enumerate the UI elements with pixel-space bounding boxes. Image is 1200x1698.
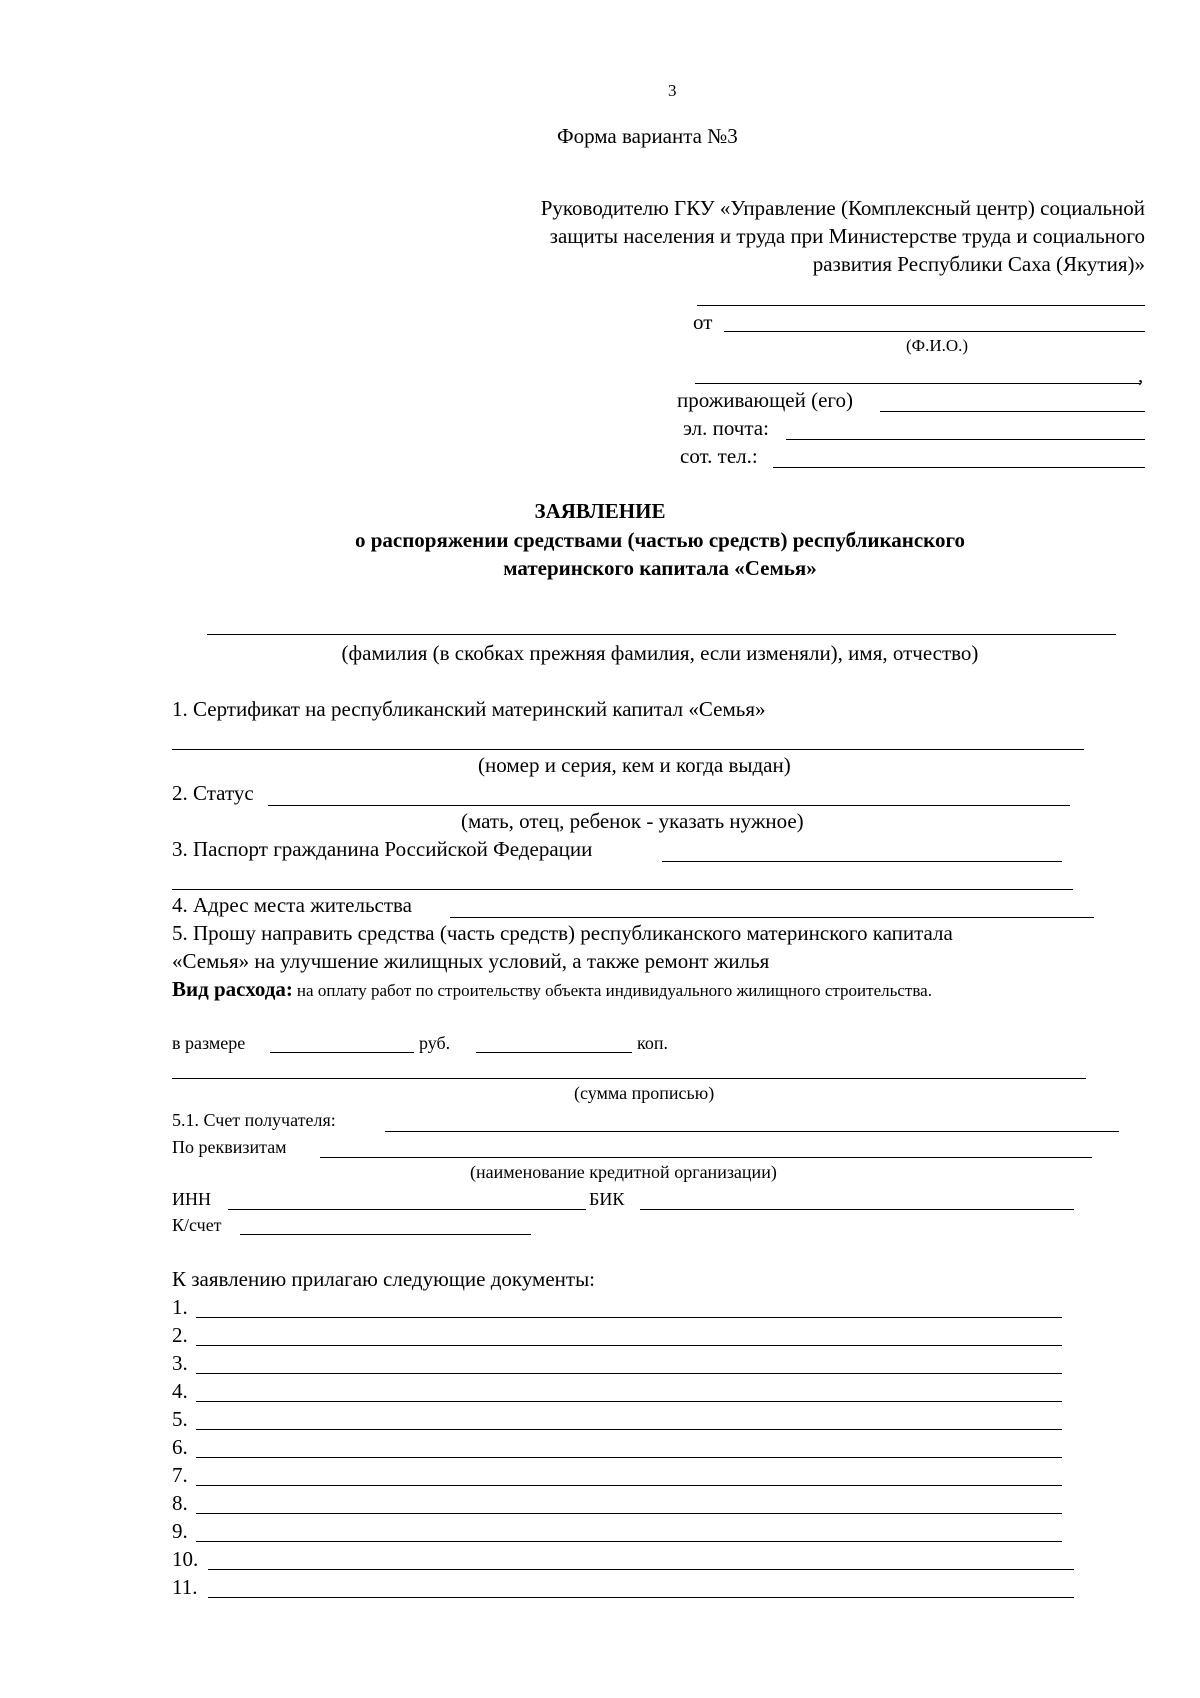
attachment-field[interactable] [208,1597,1074,1598]
inn-field[interactable] [228,1209,586,1210]
attachment-number: 10. [172,1547,199,1571]
bank-name-field[interactable] [320,1157,1092,1158]
expense-label: Вид расхода: [172,977,293,1001]
amount-rub-field[interactable] [270,1052,414,1053]
attachment-number: 1. [172,1295,188,1319]
amount-words-field[interactable] [172,1078,1086,1079]
document-subtitle-2: материнского капитала «Семья» [503,556,817,580]
address-field[interactable] [450,917,1094,918]
expense-text: на оплату работ по строительству объекта индивидуального жилищного строительства. [296,981,932,1000]
attachment-field[interactable] [196,1373,1062,1374]
attachment-number: 3. [172,1351,188,1375]
inn-label: ИНН [172,1189,211,1209]
requisites-label: По реквизитам [172,1137,287,1157]
phone-label: сот. тел.: [680,444,758,468]
attachment-number: 4. [172,1379,188,1403]
full-name-field[interactable] [207,634,1116,635]
status-field[interactable] [268,805,1070,806]
expense-row [172,979,932,1000]
attachment-number: 9. [172,1519,188,1543]
attachment-field[interactable] [196,1513,1062,1514]
from-label: от [693,310,713,334]
status-label: 2. Статус [172,781,254,805]
address-label: 4. Адрес места жительства [172,893,412,917]
attachment-field[interactable] [196,1401,1062,1402]
amount-size-label: в размере [172,1033,246,1053]
amount-words-caption: (сумма прописью) [574,1083,715,1103]
recipient-line-1: Руководителю ГКУ «Управление (Комплексный центр) социальной [540,196,1145,220]
account-label: 5.1. Счет получателя: [172,1110,336,1130]
attachment-number: 7. [172,1463,188,1487]
amount-kop-field[interactable] [476,1052,632,1053]
status-caption: (мать, отец, ребенок - указать нужное) [461,809,804,833]
attachment-field[interactable] [196,1345,1062,1346]
corr-account-field[interactable] [240,1234,531,1235]
email-label: эл. почта: [683,416,769,440]
certificate-caption: (номер и серия, кем и когда выдан) [478,753,791,777]
residence-field[interactable] [880,411,1145,412]
corr-account-label: К/счет [172,1215,222,1235]
attachment-number: 11. [172,1575,198,1599]
attachment-field[interactable] [196,1541,1062,1542]
request-line-2: «Семья» на улучшение жилищных условий, а также ремонт жилья [172,949,770,973]
passport-label: 3. Паспорт гражданина Российской Федерации [172,837,593,861]
request-line-1: 5. Прошу направить средства (часть средств) республиканского материнского капитала [172,921,953,945]
attachment-number: 2. [172,1323,188,1347]
form-variant-label: Форма варианта №3 [557,124,738,148]
residing-label: проживающей (его) [677,388,853,412]
attachment-field[interactable] [196,1429,1062,1430]
full-name-caption: (фамилия (в скобках прежняя фамилия, если изменяли), имя, отчество) [341,641,979,665]
rub-label: руб. [419,1033,451,1053]
applicant-name-field[interactable] [724,331,1145,332]
attachment-field[interactable] [208,1569,1074,1570]
recipient-position-field[interactable] [697,305,1145,306]
recipient-line-2: защиты населения и труда при Министерстве труда и социального [549,224,1145,248]
certificate-label: 1. Сертификат на республиканский материнский капитал «Семья» [172,697,766,721]
attachment-field[interactable] [196,1485,1062,1486]
document-subtitle-1: о распоряжении средствами (частью средств) республиканского [354,528,966,552]
recipient-line-3: развития Республики Саха (Якутия)» [812,252,1145,276]
fio-caption: (Ф.И.О.) [906,336,969,355]
bik-field[interactable] [640,1209,1074,1210]
document-title: ЗАЯВЛЕНИЕ [534,499,666,523]
attachment-field[interactable] [196,1317,1062,1318]
attachment-number: 6. [172,1435,188,1459]
phone-field[interactable] [773,467,1145,468]
bik-label: БИК [589,1189,625,1209]
kop-label: коп. [637,1033,668,1053]
certificate-field[interactable] [172,749,1084,750]
comma-mark: , [1138,363,1144,387]
attachments-heading: К заявлению прилагаю следующие документы: [172,1267,596,1291]
attachment-number: 5. [172,1407,188,1431]
attachment-number: 8. [172,1491,188,1515]
account-field[interactable] [385,1131,1119,1132]
applicant-extra-field[interactable] [695,383,1141,384]
passport-field[interactable] [662,861,1062,862]
email-field[interactable] [786,439,1145,440]
attachment-field[interactable] [196,1457,1062,1458]
page-number: 3 [668,81,677,100]
bank-name-caption: (наименование кредитной организации) [470,1162,777,1182]
passport-extra-field[interactable] [172,889,1073,890]
